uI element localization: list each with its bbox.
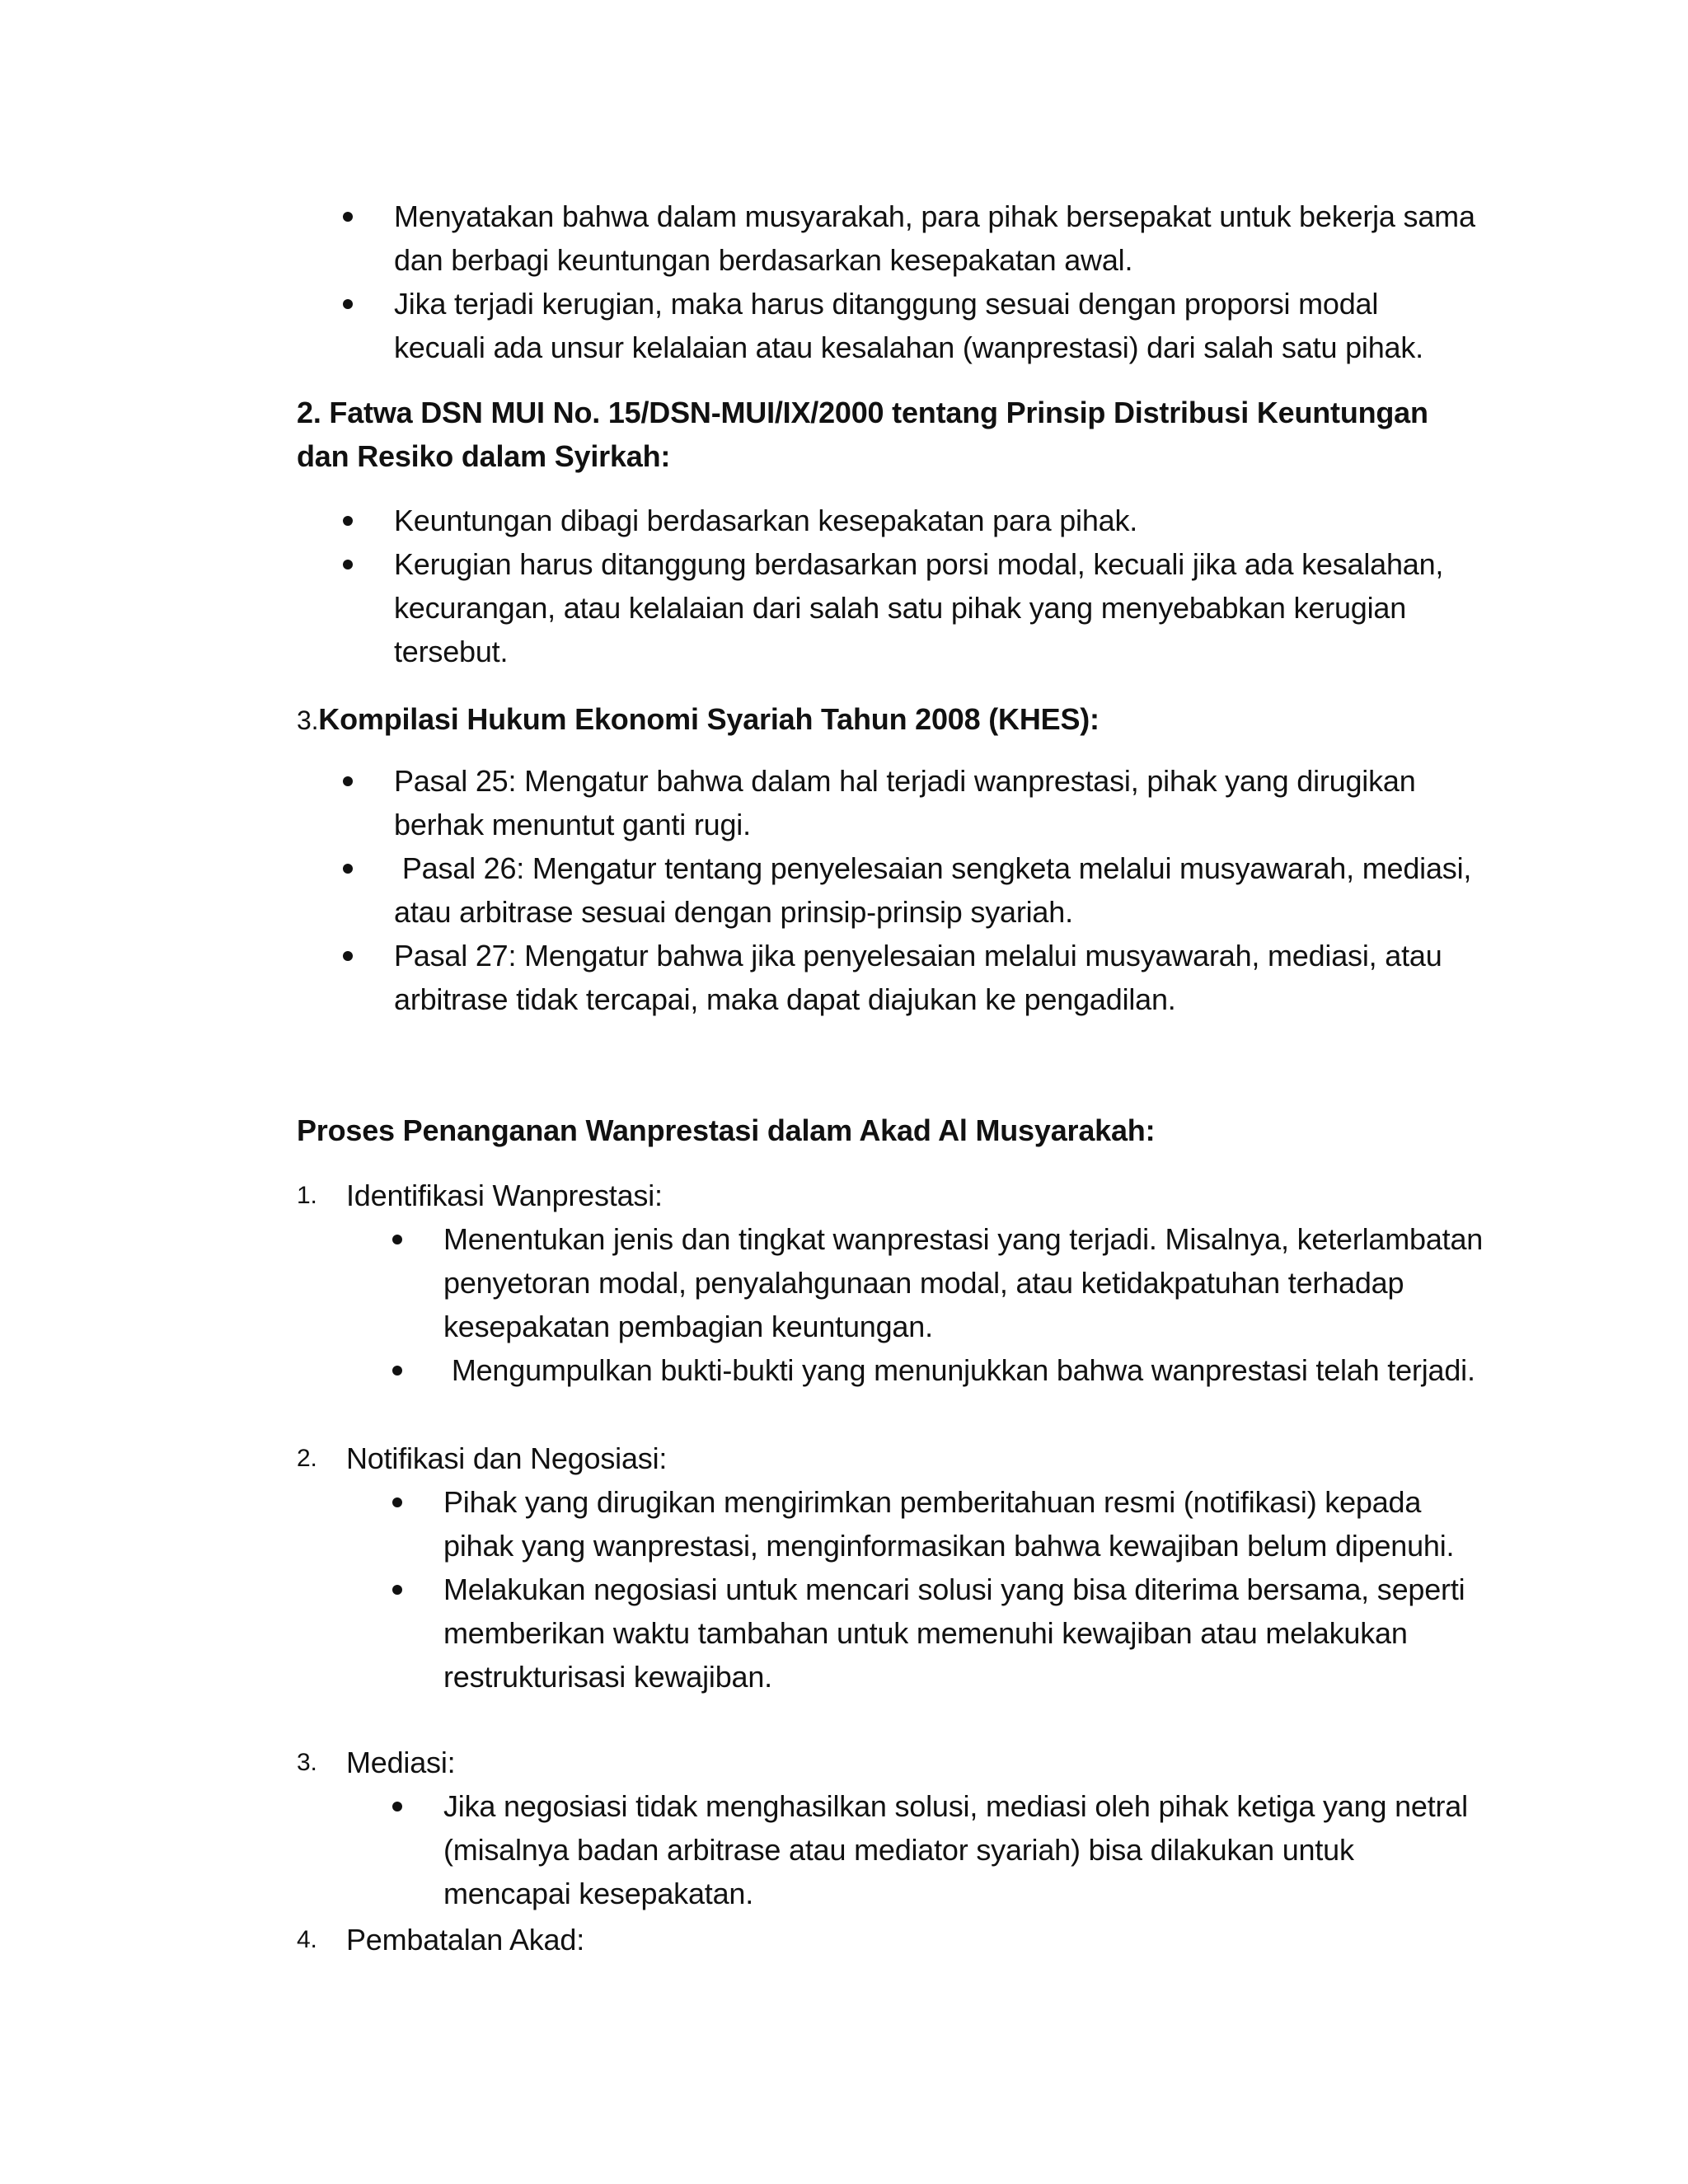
- bullet-text: Menyatakan bahwa dalam musyarakah, para pihak bersepakat untuk bekerja sama dan berbagi keuntungan berdasarkan kesepakatan awal.: [394, 199, 1475, 277]
- bullet-text: Melakukan negosiasi untuk mencari solusi yang bisa diterima bersama, seperti memberikan waktu tambahan untuk memenuhi kewajiban atau melakukan restrukturisasi kewajiban.: [443, 1572, 1465, 1694]
- bullet-text: Pasal 26: Mengatur tentang penyelesaian sengketa melalui musyawarah, mediasi, atau arbitrase sesuai dengan prinsip-prinsip syariah.: [394, 851, 1479, 929]
- bullet-icon: [392, 1497, 402, 1507]
- bullet-icon: [343, 951, 353, 961]
- bullet-icon: [392, 1366, 402, 1376]
- bullet-icon: [343, 516, 353, 526]
- bullet-icon: [392, 1585, 402, 1595]
- bullet-text: Pasal 27: Mengatur bahwa jika penyelesaian melalui musyawarah, mediasi, atau arbitrase tidak tercapai, maka dapat diajukan ke pengadilan.: [394, 939, 1442, 1016]
- step-3-bullet-list: [346, 1784, 1484, 1915]
- bullet-text: Keuntungan dibagi berdasarkan kesepakatan para pihak.: [394, 504, 1138, 537]
- bullet-text: Jika negosiasi tidak menghasilkan solusi, mediasi oleh pihak ketiga yang netral (misalnya badan arbitrase atau mediator syariah) bisa dilakukan untuk mencapai kesepakatan.: [443, 1789, 1468, 1910]
- step-label: Mediasi:: [346, 1746, 456, 1779]
- bullet-text: Pasal 25: Mengatur bahwa dalam hal terjadi wanprestasi, pihak yang dirugikan berhak menuntut ganti rugi.: [394, 764, 1416, 841]
- list-item: [346, 1480, 1484, 1568]
- step-number: 1.: [297, 1182, 317, 1209]
- step-2-bullet-list: [346, 1480, 1484, 1699]
- section-2-bullet-list: [297, 499, 1475, 673]
- bullet-icon: [343, 212, 353, 222]
- section-3-number: 3.: [297, 705, 319, 735]
- step-number: 4.: [297, 1926, 317, 1953]
- bullet-icon: [343, 560, 353, 569]
- process-heading: Proses Penanganan Wanprestasi dalam Akad Al Musyarakah:: [297, 1113, 1156, 1147]
- list-item: [297, 194, 1475, 282]
- step-label: Notifikasi dan Negosiasi:: [346, 1441, 668, 1475]
- bullet-icon: [343, 776, 353, 786]
- section-3-title: Kompilasi Hukum Ekonomi Syariah Tahun 2008 (KHES):: [318, 702, 1100, 736]
- step-label: Identifikasi Wanprestasi:: [346, 1179, 663, 1212]
- list-item: [346, 1217, 1484, 1348]
- section-3-heading: [297, 697, 1484, 743]
- bullet-icon: [392, 1235, 402, 1244]
- step-label: Pembatalan Akad:: [346, 1923, 585, 1957]
- bullet-icon: [392, 1802, 402, 1811]
- bullet-text: Kerugian harus ditanggung berdasarkan porsi modal, kecuali jika ada kesalahan, kecurangan, atau kelalaian dari salah satu pihak yang menyebabkan kerugian tersebut.: [394, 547, 1444, 668]
- section-3-bullet-list: [297, 759, 1479, 1021]
- step-number: 2.: [297, 1445, 317, 1472]
- bullet-text: Mengumpulkan bukti-bukti yang menunjukkan bahwa wanprestasi telah terjadi.: [443, 1353, 1475, 1387]
- list-item: [346, 1784, 1484, 1915]
- bullet-icon: [343, 299, 353, 309]
- bullet-text: Menentukan jenis dan tingkat wanprestasi yang terjadi. Misalnya, keterlambatan penyetoran modal, penyalahgunaan modal, atau ketidakpatuhan terhadap kesepakatan pembagian keuntungan.: [443, 1222, 1484, 1343]
- list-item: [297, 542, 1475, 673]
- bullet-text: Jika terjadi kerugian, maka harus ditanggung sesuai dengan proporsi modal kecuali ada unsur kelalaian atau kesalahan (wanprestasi) dari salah satu pihak.: [394, 287, 1423, 364]
- step-number: 3.: [297, 1749, 317, 1776]
- list-item: [346, 1568, 1484, 1699]
- list-item: [297, 499, 1475, 542]
- list-item: [297, 759, 1475, 846]
- list-item: [346, 1348, 1484, 1392]
- list-item: [297, 282, 1475, 369]
- bullet-icon: [343, 864, 353, 874]
- section-2-heading: 2. Fatwa DSN MUI No. 15/DSN-MUI/IX/2000 tentang Prinsip Distribusi Keuntungan dan Resiko dalam Syirkah:: [297, 396, 1428, 473]
- list-item: [297, 846, 1479, 934]
- list-item: [297, 934, 1475, 1021]
- top-bullet-list: [297, 194, 1475, 369]
- bullet-text: Pihak yang dirugikan mengirimkan pemberitahuan resmi (notifikasi) kepada pihak yang wanprestasi, menginformasikan bahwa kewajiban belum dipenuhi.: [443, 1485, 1455, 1563]
- step-1-bullet-list: [346, 1217, 1484, 1392]
